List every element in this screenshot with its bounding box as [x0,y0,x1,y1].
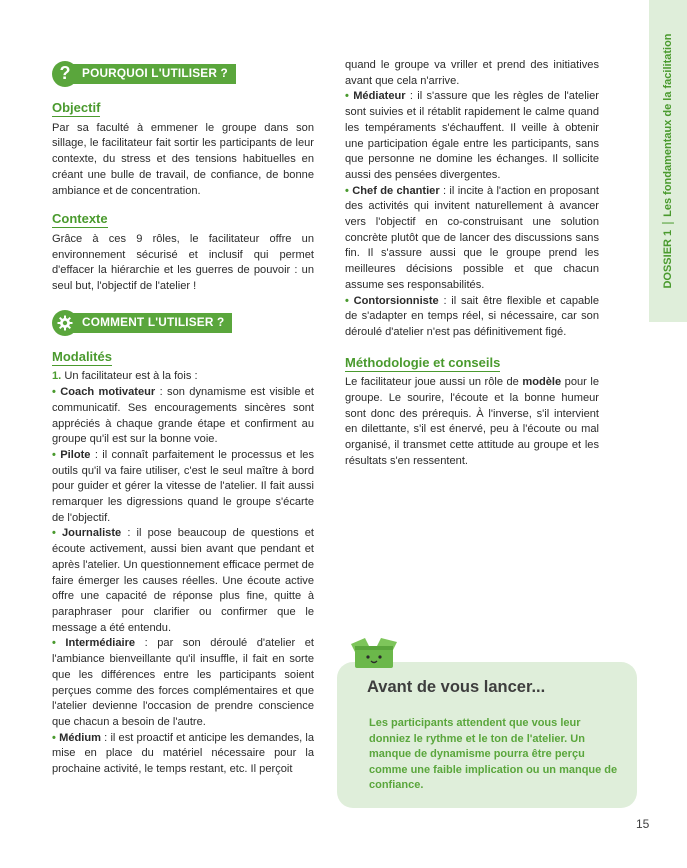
box-mascot-icon [347,636,401,675]
right-column [345,58,599,470]
chapter-topic: Les fondamentaux de la facilitation [661,33,674,217]
role-item: • Médium : il est proactif et anticipe les demandes, la mise en place du matériel nécessaire pour la prochaine activité, le temps restant, etc. Il perçoit [52,731,315,776]
role-item-continued: quand le groupe va vriller et prend des initiatives avant que cela n'arrive. [345,59,599,87]
contexte-text: Grâce à ces 9 rôles, le facilitateur offre un environnement sécurisé et inclusif qui permet d'effacer la hiérarchie et les guerres de pouvoir : un seul but, l'objectif de l'atelier ! [52,232,314,293]
objectif-heading: Objectif [52,100,101,115]
why-heading-label: POURQUOI L'UTILISER ? [68,64,236,84]
tip-callout [337,662,637,808]
role-item: • Intermédiaire : par son déroulé d'atelier et l'ambiance bienveillante qu'il insuffle, il fait en sorte que les différences entre les participants soient perçues comme des forces complémentaires et que l'atelier devienne l'occasion de prendre conscience que chacun a besoin de l'autre. [52,637,315,728]
modalites-intro: 1. Un facilitateur est à la fois : [52,370,198,383]
page-number: 15 [636,817,650,831]
role-item: • Pilote : il connaît parfaitement le processus et les outils qu'il va faire utiliser, c'est le seul maître à bord pour guider et gérer la vitesse de l'atelier. Il fait aussi remarquer les digressions quand le groupe s'écarte de l'objectif. [52,448,315,524]
role-item: • Coach motivateur : son dynamisme est visible et communicatif. Ses encouragements sincères sont appréciés à chaque grande étape et confirment au groupe qu'il est sur la bonne voie. [52,386,314,446]
chapter-sidebar [649,0,687,322]
methodo-heading: Méthodologie et conseils [345,354,501,370]
chapter-label [662,33,674,288]
modalites-heading: Modalités [52,348,112,364]
why-heading [52,60,314,88]
callout-body: Les participants attendent que vous leur donniez le rythme et le ton de l'atelier. Un manque de dynamisme pourra être perçu comme une faible implication ou un manque de confiance. [369,717,618,792]
role-item: • Médiateur : il s'assure que les règles de l'atelier sont suivies et il rétablit rapidement le calme quand les tempéraments s'échauffent. Il veille à obtenir une participation égale entre les participants, sans que personne ne domine les échanges. Il sollicite aussi des pensées divergentes. [345,90,599,181]
separator [662,223,674,224]
how-heading [52,309,314,337]
left-column [52,60,314,778]
role-item: • Chef de chantier : il incite à l'action en proposant des activités qui invitent naturellement à avancer vers l'objectif en co-construisant une solution concrète plutôt que de lancer des discussions sans fin. Il s'assure aussi que le groupe prend les meilleures décisions possible et que chacun assume ses responsabilités. [345,184,599,291]
question-icon: ? [52,61,78,87]
role-item: • Journaliste : il pose beaucoup de questions et écoute activement, aussi bien avant que pendant et après l'atelier. Un questionnement efficace permet de faire émerger les causes réelles. Une écoute active offre une capacité de réponse plus fine, quitte à paraphraser pour clarifier ou confirmer que le message a été entendu. [52,527,314,634]
role-item: • Contorsionniste : il sait être flexible et capable de s'adapter en temps réel, si nécessaire, car son déroulé d'atelier n'est pas définitivement figé. [345,294,599,338]
objectif-text: Par sa faculté à emmener le groupe dans son sillage, le facilitateur fait sortir les participants de leur contexte, du stress et des tensions habituelles en créant une bulle de travail, de confiance, de bonne ambiance et de concentration. [52,121,314,197]
how-heading-label: COMMENT L'UTILISER ? [68,313,232,333]
gear-icon [52,310,78,336]
contexte-heading: Contexte [52,211,108,227]
dossier-label: DOSSIER 1 [661,229,674,289]
methodo-text: Le facilitateur joue aussi un rôle de modèle pour le groupe. Le sourire, l'écoute et la bonne humeur sont donc des prérequis. À l'inverse, s'il intervient en dilettante, s'il est énervé, peu à l'écoute ou mal organisé, il transmet cette attitude au groupe et les résultats s'en ressentent. [345,376,599,467]
callout-title: Avant de vous lancer... [367,678,546,696]
